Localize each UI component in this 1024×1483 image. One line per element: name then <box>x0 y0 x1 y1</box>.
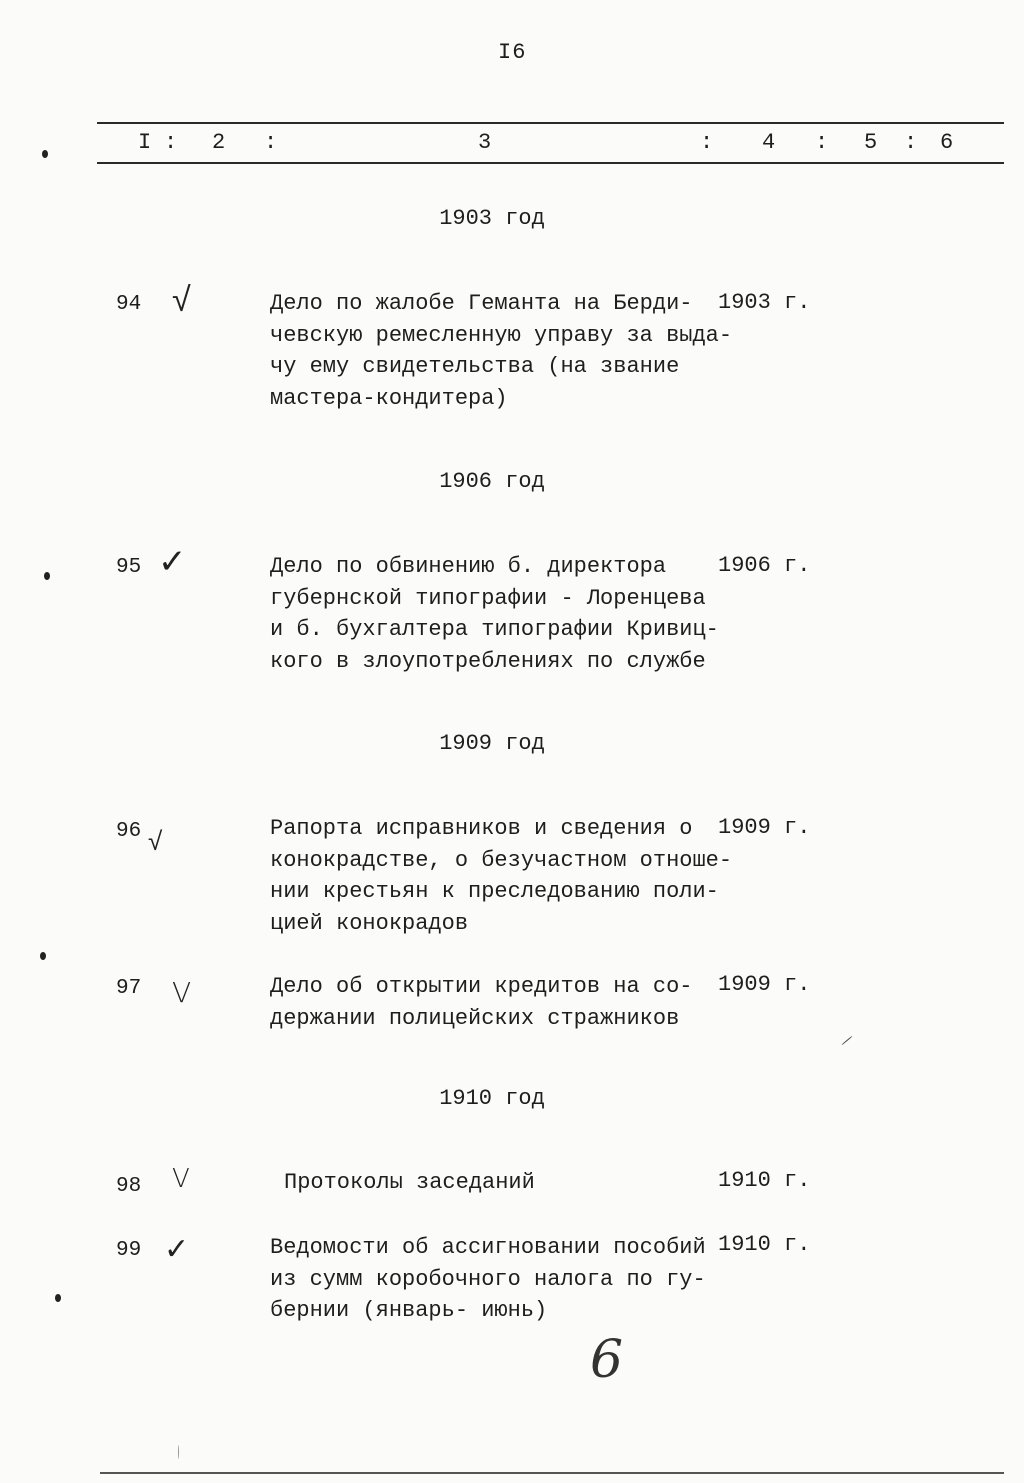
entry-date: 1906 г. <box>718 553 811 578</box>
binding-hole-mark <box>40 952 46 960</box>
binding-hole-mark <box>42 150 48 158</box>
handwritten-mark: 6 <box>590 1330 624 1390</box>
entry-description: Дело по обвинению б. директора губернской типографии - Лоренцева и б. бухгалтера типографии Кривиц- кого в злоупотреблениях по службе <box>270 554 719 674</box>
table-header-bottom-rule <box>97 162 1004 164</box>
page-number: I6 <box>498 40 527 65</box>
column-header-5: 5 <box>864 130 878 155</box>
column-header-4: 4 <box>762 130 776 155</box>
page-bottom-edge <box>100 1472 1004 1474</box>
entry-date: 1903 г. <box>718 290 811 315</box>
year-heading: 1906 год <box>439 469 545 494</box>
entry-number: 96 <box>116 820 142 843</box>
entry-description: Ведомости об ассигновании пособий из сумм коробочного налога по гу- бернии (январь- июнь) <box>270 1235 706 1323</box>
column-separator: : <box>264 130 278 155</box>
entry-date: 1910 г. <box>718 1168 811 1193</box>
entry-number: 95 <box>116 556 142 579</box>
check-mark-icon: ✓ <box>164 1232 190 1267</box>
check-mark-icon: √ <box>148 827 163 857</box>
scan-speck <box>178 1445 179 1459</box>
entry-description: Рапорта исправников и сведения о конокрадстве, о безучастном отноше- нии крестьян к преследованию поли- цией конокрадов <box>270 816 733 936</box>
column-header-6: 6 <box>940 130 954 155</box>
entry-number: 97 <box>116 977 142 1000</box>
entry-description: Протоколы заседаний <box>284 1170 535 1195</box>
entry-description: Дело об открытии кредитов на со- держании полицейских стражников <box>270 974 693 1031</box>
entry-number: 94 <box>116 293 142 316</box>
entry-date: 1909 г. <box>718 972 811 997</box>
entry-number: 98 <box>116 1175 142 1198</box>
entry-description: Дело по жалобе Геманта на Берди- чевскую ремесленную управу за выда- чу ему свидетельства (на звание мастера-кондитера) <box>270 291 733 411</box>
table-header-top-rule <box>97 122 1004 124</box>
binding-hole-mark <box>55 1294 61 1302</box>
column-separator: : <box>700 130 714 155</box>
check-mark-icon: V <box>172 976 192 1009</box>
year-heading: 1909 год <box>439 731 545 756</box>
entry-number: 99 <box>116 1239 142 1262</box>
entry-date: 1909 г. <box>718 815 811 840</box>
column-separator: : <box>904 130 918 155</box>
year-heading: 1903 год <box>439 206 545 231</box>
scan-speck <box>841 1036 852 1046</box>
column-header-1: I <box>138 130 152 155</box>
column-separator: : <box>164 130 178 155</box>
column-header-2: 2 <box>212 130 226 155</box>
column-separator: : <box>815 130 829 155</box>
entry-date: 1910 г. <box>718 1232 811 1257</box>
check-mark-icon: V <box>172 1164 190 1194</box>
check-mark-icon: ✓ <box>158 542 187 582</box>
column-header-3: 3 <box>478 130 492 155</box>
check-mark-icon: √ <box>172 280 191 320</box>
year-heading: 1910 год <box>439 1086 545 1111</box>
binding-hole-mark <box>44 572 50 580</box>
